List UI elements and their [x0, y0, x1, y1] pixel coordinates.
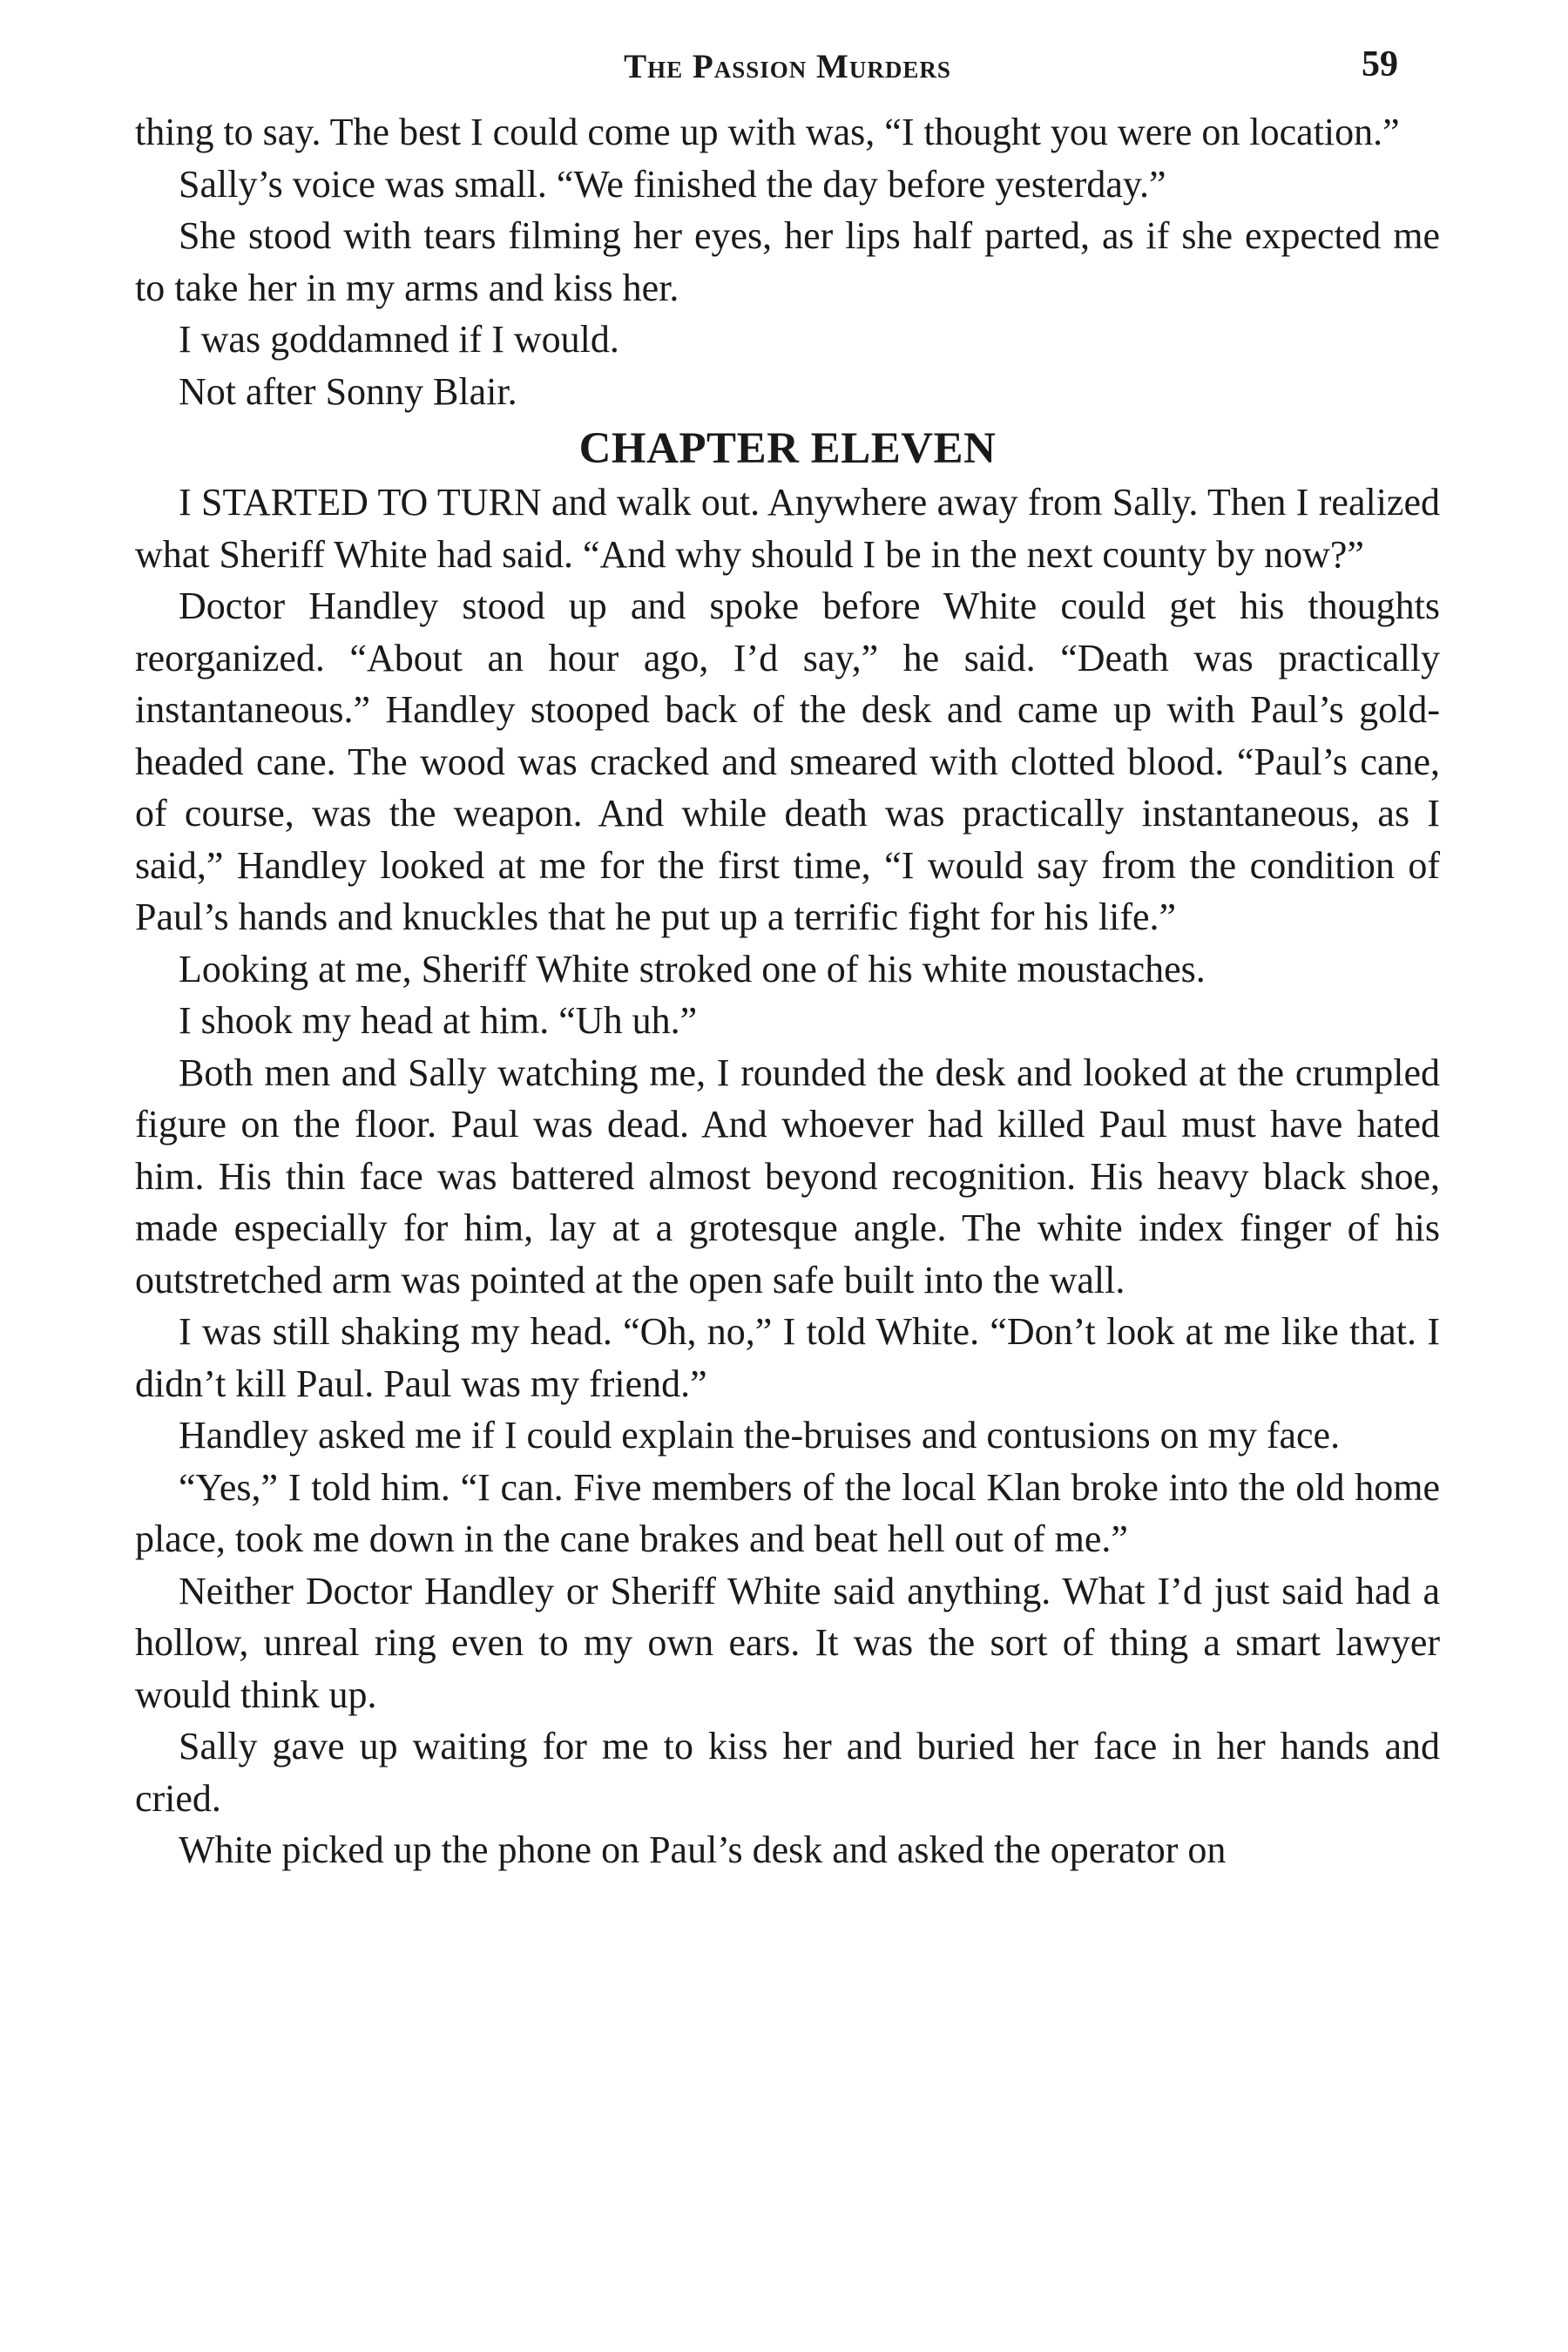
paragraph: “Yes,” I told him. “I can. Five members of the local Klan broke into the old home place, took me down in the cane brakes and beat hell out of me.” [135, 1465, 1440, 1560]
paragraph: Sally gave up waiting for me to kiss her and buried her face in her hands and cried. [135, 1725, 1440, 1820]
paragraph: Looking at me, Sheriff White stroked one of his white moustaches. [179, 947, 1206, 990]
chapter-heading: CHAPTER ELEVEN [578, 424, 997, 473]
paragraph: She stood with tears filming her eyes, her lips half parted, as if she expected me to take her in my arms and kiss her. [135, 214, 1440, 309]
paragraph: Sally’s voice was small. “We finished the day before yesterday.” [179, 162, 1166, 206]
paragraph: thing to say. The best I could come up with was, “I thought you were on location.” [135, 111, 1400, 153]
paragraph: Handley asked me if I could explain the-bruises and contusions on my face. [179, 1414, 1341, 1456]
paragraph: Neither Doctor Handley or Sheriff White said anything. What I’d just said had a hollow, unreal ring even to my own ears. It was the sort of thing a smart lawyer would think up. [135, 1569, 1440, 1716]
book-title: The Passion Murders [624, 48, 951, 85]
paragraph: Both men and Sally watching me, I rounded the desk and looked at the crumpled figure on the floor. Paul was dead. And whoever had killed Paul must have hated him. His thin face was battered almost beyond recognition. His heavy black shoe, made especially for him, lay at a grotesque angle. The white index finger of his outstretched arm was pointed at the open safe built into the wall. [135, 1051, 1440, 1301]
book-page [135, 42, 1440, 1876]
paragraph: Doctor Handley stood up and spoke before White could get his thoughts reorganized. “About an hour ago, I’d say,” he said. “Death was practically instantaneous.” Handley stooped back of the desk and came up with Paul’s gold-headed cane. The wood was cracked and smeared with clotted blood. “Paul’s cane, of course, was the weapon. And while death was practically instantaneous, as I said,” Handley looked at me for the first time, “I would say from the condition of Paul’s hands and knuckles that he put up a terrific fight for his life.” [135, 585, 1440, 938]
paragraph: I shook my head at him. “Uh uh.” [179, 999, 698, 1042]
paragraph: Not after Sonny Blair. [179, 369, 517, 413]
paragraph: I STARTED TO TURN and walk out. Anywhere away from Sally. Then I realized what Sheriff White had said. “And why should I be in the next county by now?” [135, 481, 1440, 576]
page-number: 59 [1362, 44, 1398, 84]
paragraph: I was goddamned if I would. [179, 318, 619, 361]
paragraph: White picked up the phone on Paul’s desk and asked the operator on [179, 1828, 1227, 1871]
body-text [135, 106, 1440, 1876]
running-head [135, 42, 1440, 103]
paragraph: I was still shaking my head. “Oh, no,” I told White. “Don’t look at me like that. I didn’t kill Paul. Paul was my friend.” [135, 1310, 1440, 1405]
